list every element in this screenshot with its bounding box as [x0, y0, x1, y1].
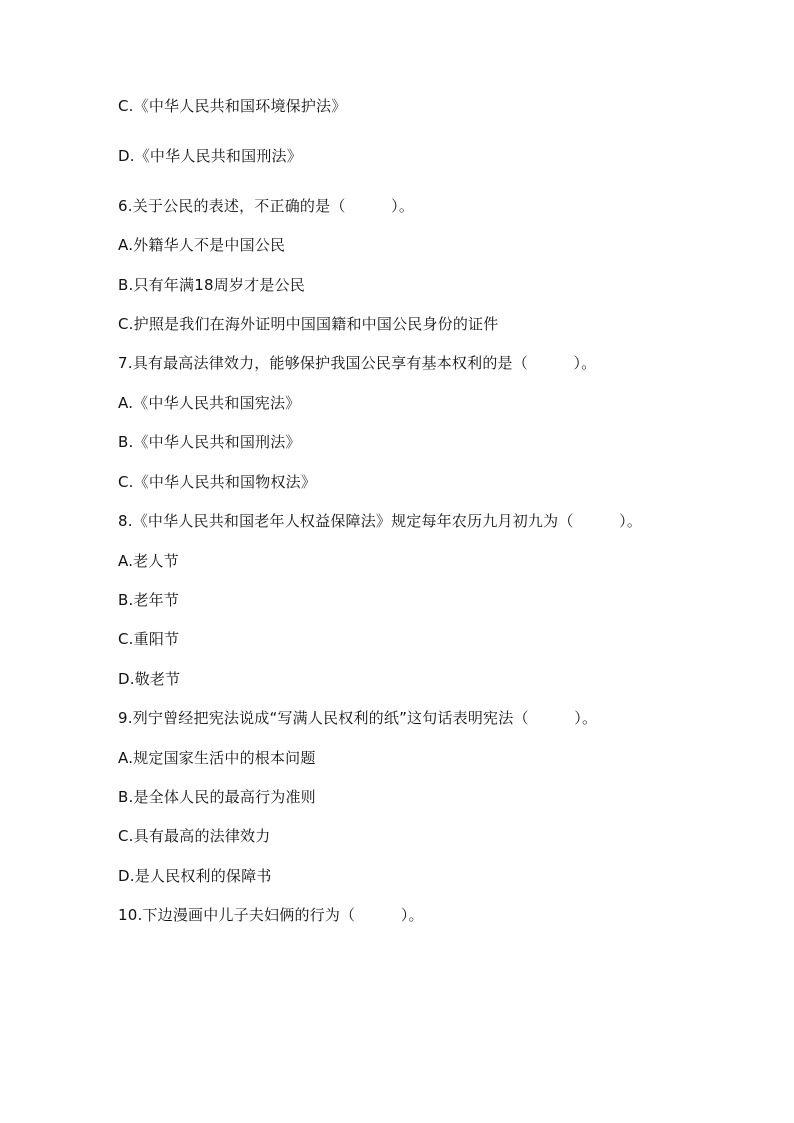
question-8-option-a: A.老人节 — [118, 552, 179, 570]
question-9-option-b: B.是全体人民的最高行为准则 — [118, 788, 316, 806]
question-7-option-c: C.《中华人民共和国物权法》 — [118, 473, 317, 491]
question-9-option-a: A.规定国家生活中的根本问题 — [118, 749, 316, 767]
question-6: 6.关于公民的表述，不正确的是（ ）。 — [118, 197, 415, 215]
question-8-option-b: B.老年节 — [118, 591, 180, 609]
question-7: 7.具有最高法律效力，能够保护我国公民享有基本权利的是（ ）。 — [118, 354, 597, 372]
question-7-option-b: B.《中华人民共和国刑法》 — [118, 433, 301, 451]
question-10: 10.下边漫画中儿子夫妇俩的行为（ ）。 — [118, 906, 424, 924]
question-8-option-d: D.敬老节 — [118, 670, 181, 688]
question-9: 9.列宁曾经把宪法说成“写满人民权利的纸”这句话表明宪法（ ）。 — [118, 709, 598, 727]
question-9-option-c: C.具有最高的法律效力 — [118, 827, 271, 845]
question-6-option-a: A.外籍华人不是中国公民 — [118, 236, 286, 254]
question-6-option-c: C.护照是我们在海外证明中国国籍和中国公民身份的证件 — [118, 315, 499, 333]
option-c-environment-law: C.《中华人民共和国环境保护法》 — [118, 97, 347, 115]
question-6-option-b: B.只有年满18周岁才是公民 — [118, 276, 305, 294]
question-9-option-d: D.是人民权利的保障书 — [118, 867, 272, 885]
option-d-criminal-law: D.《中华人民共和国刑法》 — [118, 147, 302, 165]
question-8: 8.《中华人民共和国老年人权益保障法》规定每年农历九月初九为（ ）。 — [118, 512, 643, 530]
question-8-option-c: C.重阳节 — [118, 630, 180, 648]
question-7-option-a: A.《中华人民共和国宪法》 — [118, 394, 301, 412]
